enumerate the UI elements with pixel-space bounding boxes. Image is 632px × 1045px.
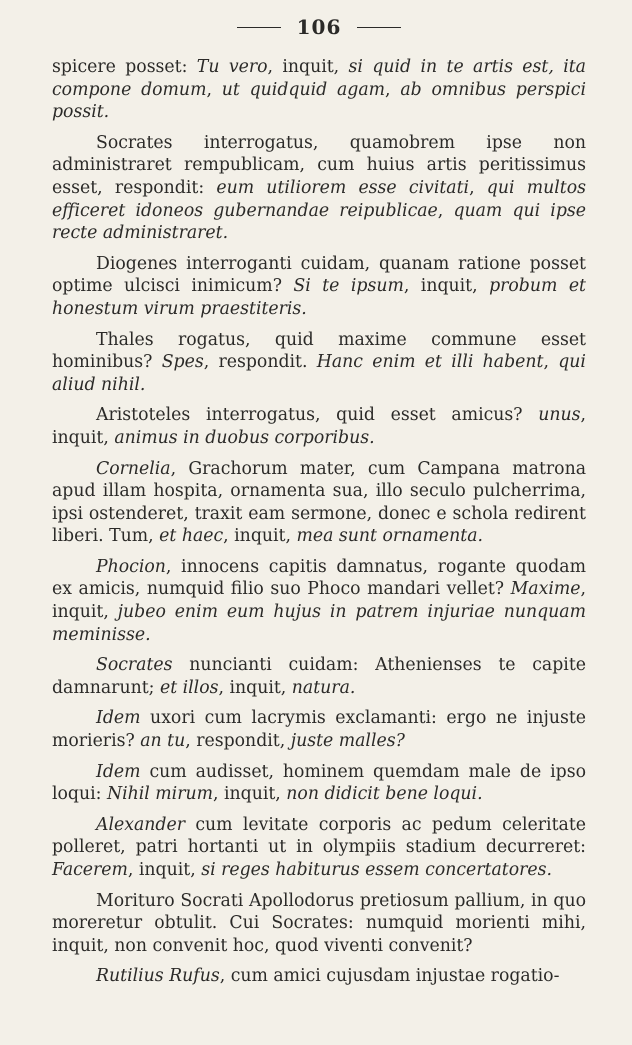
paragraph	[52, 890, 586, 958]
italic-phrase: mea sunt ornamenta.	[296, 526, 484, 547]
header-rule-left	[237, 27, 281, 28]
italic-phrase: et haec	[159, 526, 224, 547]
text-run: Diogenes interroganti cuidam, quanam ratione posset optime ulcisci inimicum?	[52, 253, 586, 297]
paragraph	[52, 132, 586, 245]
italic-phrase: ab omnibus perspici possit.	[52, 79, 586, 123]
text-run: Aristoteles interrogatus, quid esset amicus?	[96, 405, 539, 426]
italic-phrase: Tu vero	[196, 57, 268, 77]
paragraph	[52, 329, 586, 397]
italic-phrase: jubeo enim eum hujus in patrem injuriae nunquam meminisse.	[52, 602, 587, 645]
text-run: , innocens capitis damnatus, rogante quodam ex amicis, numquid filio suo Phoco mandari vellet?	[52, 556, 586, 600]
text-run: nuncianti cuidam: Athenienses te capite damnarunt;	[52, 655, 586, 698]
text-run: , Grachorum mater, cum Campana matrona apud illam hospita, ornamenta sua, illo seculo pulcherrima, ipsi ostenderet, traxit eam sermone, donec e schola redirent liberi. Tum,	[52, 458, 586, 547]
text-run: , respondit,	[185, 731, 291, 752]
paragraph	[52, 814, 586, 882]
text-run: , inquit,	[52, 405, 586, 448]
text-run: , inquit,	[52, 579, 586, 623]
paragraph	[52, 56, 586, 124]
italic-phrase: animus in duobus corporibus.	[114, 427, 375, 448]
italic-phrase: Rutilius Rufus	[96, 966, 220, 987]
italic-phrase: eum utiliorem esse civitati	[216, 177, 470, 198]
text-run: ,	[469, 177, 487, 198]
italic-phrase: Si te ipsum	[293, 276, 404, 297]
italic-phrase: Hanc enim et illi habent	[316, 352, 544, 373]
italic-phrase: quam qui ipse recte administraret.	[52, 200, 586, 244]
text-run: , respondit.	[203, 352, 317, 373]
italic-phrase: Maxime	[510, 579, 581, 600]
text-run: Socrates interrogatus, quamobrem ipse non administraret rempublicam, cum huius artis peritissimus esset, respondit:	[52, 132, 586, 198]
text-run: , inquit,	[213, 784, 287, 805]
italic-phrase: qui multos efficeret idoneos gubernandae reipublicae	[52, 177, 586, 221]
italic-phrase: Socrates	[96, 655, 173, 676]
italic-phrase: ut quidquid agam	[221, 79, 386, 100]
italic-phrase: an tu	[140, 731, 186, 752]
italic-phrase: juste malles?	[290, 731, 405, 752]
text-run: , cum amici cujusdam injustae rogatio-	[219, 966, 560, 987]
text-run: , inquit,	[267, 57, 349, 77]
italic-phrase: Idem	[96, 708, 141, 729]
paragraph	[52, 404, 586, 449]
italic-phrase: non didicit bene loqui.	[286, 784, 483, 805]
italic-phrase: qui aliud nihil.	[52, 352, 586, 395]
italic-phrase: Nihil mirum	[106, 784, 213, 805]
header-rule-right	[357, 27, 401, 28]
italic-phrase: unus	[538, 405, 581, 426]
italic-phrase: Spes	[161, 352, 204, 373]
text-run: , inquit,	[127, 860, 202, 880]
text-run: ,	[206, 79, 222, 100]
page-header	[52, 0, 586, 48]
paragraph	[52, 707, 586, 752]
italic-phrase: Cornelia	[96, 458, 171, 479]
body-text	[52, 56, 586, 988]
italic-phrase: Alexander	[96, 814, 185, 835]
text-run: , inquit,	[218, 677, 292, 698]
paragraph	[52, 253, 586, 321]
text-run: , inquit,	[403, 276, 490, 297]
paragraph	[52, 654, 586, 699]
paragraph	[52, 965, 586, 988]
italic-phrase: et illos	[159, 677, 219, 698]
italic-phrase: si quid in te artis est, ita compone domum	[52, 57, 586, 100]
italic-phrase: Facerem	[52, 860, 128, 880]
text-run: ,	[385, 79, 401, 100]
text-run: Morituro Socrati Apollodorus pretiosum pallium, in quo moreretur obtulit. Cui Socrates: numquid morienti mihi, inquit, non convenit hoc, quod viventi convenit?	[52, 890, 586, 956]
text-run: ,	[543, 352, 559, 373]
italic-phrase: Phocion	[96, 556, 166, 577]
text-run: Thales rogatus, quid maxime commune esset hominibus?	[52, 329, 586, 373]
text-run: spicere posset:	[52, 57, 197, 77]
paragraph	[52, 761, 586, 806]
paragraph	[52, 458, 586, 548]
text-run: cum audisset, hominem quemdam male de ipso loqui:	[52, 761, 586, 805]
text-run: , inquit,	[223, 526, 297, 547]
text-run: ,	[437, 200, 454, 221]
italic-phrase: probum et honestum virum praestiteris.	[52, 276, 586, 319]
page-number: 106	[296, 15, 342, 39]
text-run: uxori cum lacrymis exclamanti: ergo ne injuste morieris?	[52, 708, 586, 752]
paragraph	[52, 556, 586, 646]
italic-phrase: Idem	[96, 761, 141, 782]
italic-phrase: si reges habiturus essem concertatores.	[201, 860, 552, 880]
text-run: cum levitate corporis ac pedum celeritate polleret, patri hortanti ut in olympiis stadium decurreret:	[52, 814, 586, 858]
italic-phrase: natura.	[291, 677, 356, 698]
